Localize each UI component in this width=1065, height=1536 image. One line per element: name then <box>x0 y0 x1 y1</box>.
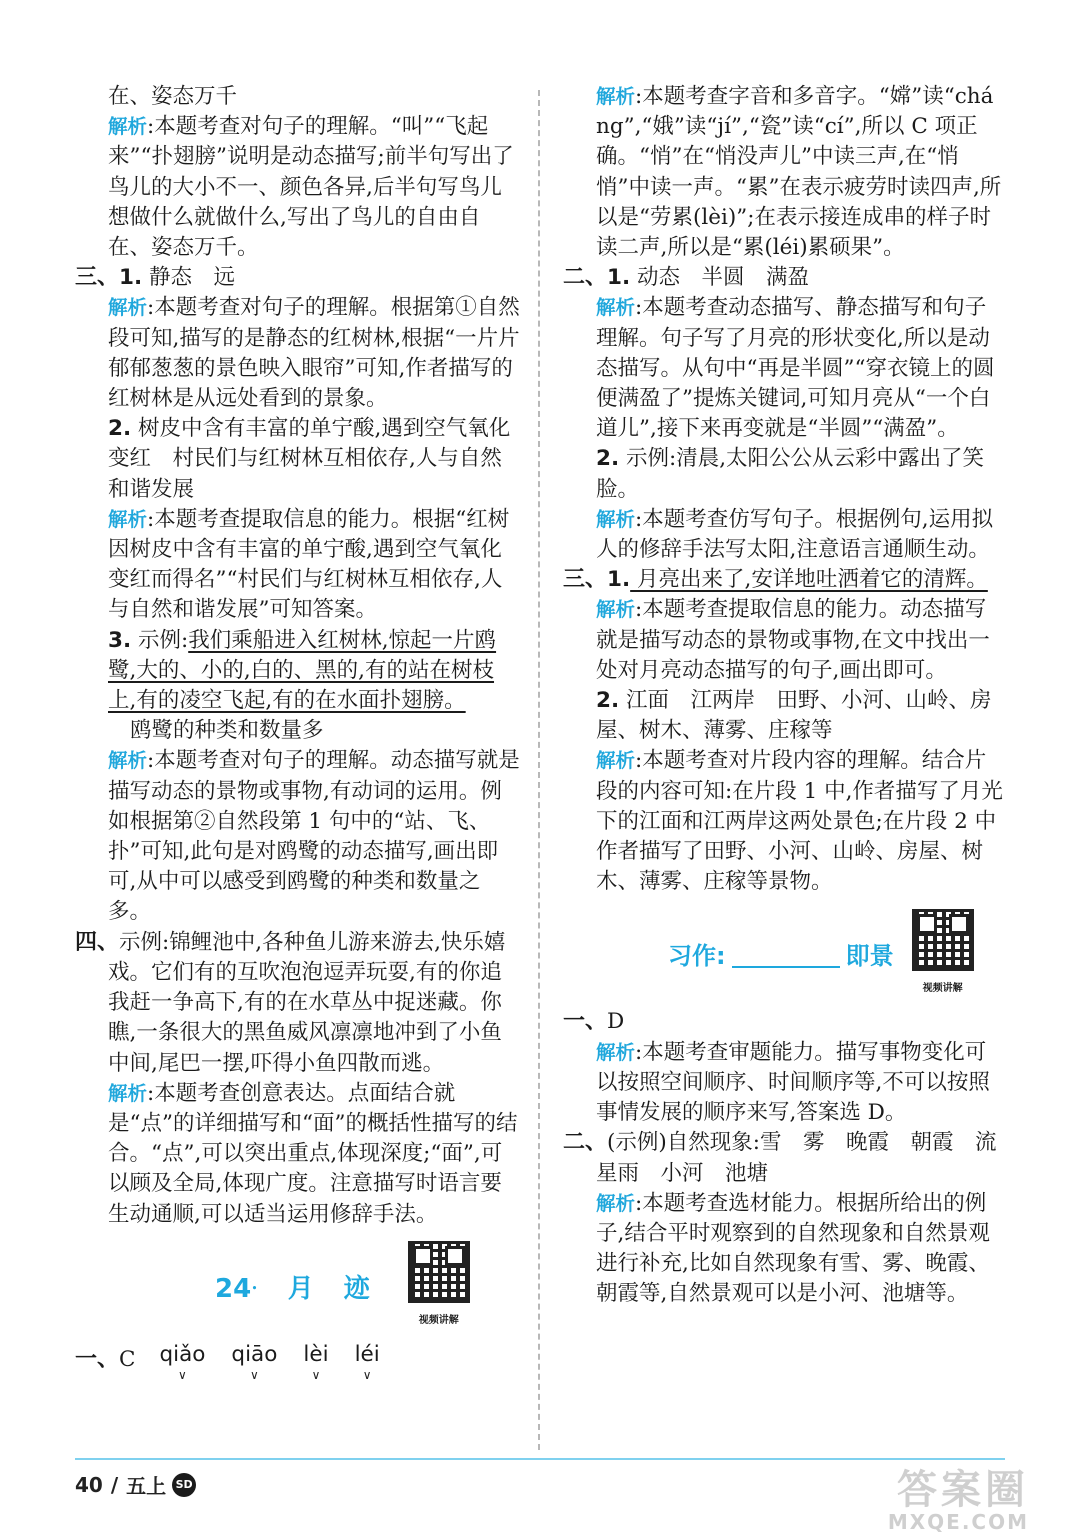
analysis-label: 解析 <box>108 1081 148 1105</box>
left-column <box>75 82 520 1380</box>
analysis-text: :本题考查对片段内容的理解。结合片段的内容可知:在片段 1 中,作者描写了月光下的江面和江两岸这两处景色;在片段 2 中作者描写了田野、小河、山岭、房屋、树木、薄雾、庄稼等景物。 <box>596 748 1003 895</box>
analysis-text: :本题考查审题能力。描写事物变化可以按照空间顺序、时间顺序等,不可以按照事情发展的顺序来写,答案选 D。 <box>596 1039 990 1126</box>
section-3 <box>563 565 1003 595</box>
analysis-label: 解析 <box>596 507 636 531</box>
answer-text: 江面 江两岸 田野、小河、山岭、房屋、树木、薄雾、庄稼等 <box>596 688 992 744</box>
analysis-block <box>563 595 1003 686</box>
question-number: 2. <box>596 446 620 472</box>
answer-text: 示例:锦鲤池中,各种鱼儿游来游去,快乐嬉戏。它们有的互吹泡泡逗弄玩耍,有的你追我赶一争高下,有的在水草丛中捉迷藏。你瞧,一条很大的黑鱼威风凛凛地冲到了小鱼中间,尾巴一摆,吓得小鱼四散而逃。 <box>108 929 506 1076</box>
section-3 <box>75 263 520 293</box>
question-3 <box>75 626 520 717</box>
analysis-text: :本题考查提取信息的能力。动态描写就是描写动态的景物或事物,在文中找出一处对月亮动态描写的句子,画出即可。 <box>596 597 990 683</box>
underlined-answer: 月亮出来了,安详地吐洒着它的清辉。 <box>630 567 988 593</box>
analysis-block <box>75 505 520 626</box>
section-number: 二、 <box>563 1130 608 1156</box>
section-number: 三、 <box>563 567 608 593</box>
check-mark-icon: ∨ <box>362 1367 372 1382</box>
writing-title-prefix: 习作: <box>668 942 726 971</box>
analysis-text: :本题考查对句子的理解。“叫”“飞起来”“扑翅膀”说明是动态描写;前半句写出了鸟儿的大小不一、颜色各异,后半句写鸟儿想做什么就做什么,写出了鸟儿的自由自在、姿态万千。 <box>108 114 514 261</box>
question-number: 1. <box>607 567 631 593</box>
qr-code[interactable] <box>912 909 974 1004</box>
analysis-block <box>75 746 520 927</box>
question-2 <box>563 444 1003 504</box>
writing-heading <box>563 911 1003 1001</box>
lesson-title: 月迹 <box>287 1273 400 1304</box>
analysis-label: 解析 <box>108 749 148 773</box>
question-2 <box>75 414 520 505</box>
page-number: 40 <box>75 1472 103 1497</box>
qr-label: 视频讲解 <box>922 982 963 994</box>
pinyin-item <box>159 1340 205 1380</box>
watermark-url: MXQE.COM <box>887 1510 1029 1534</box>
analysis-label: 解析 <box>596 1040 636 1064</box>
grade-label: 五上 <box>126 1474 167 1498</box>
answer-text: (示例)自然现象:雪 雾 晚霞 朝霞 流星雨 小河 池塘 <box>596 1130 997 1186</box>
watermark-logo: 答案圈 <box>897 1467 1029 1513</box>
analysis-text: :本题考查提取信息的能力。根据“红树因树皮中含有丰富的单宁酸,遇到空气氧化变红而得名”“村民们与红树林互相依存,人与自然和谐发展”可知答案。 <box>108 506 510 623</box>
footer-rule <box>75 1458 1005 1460</box>
lesson-number: 24 <box>215 1273 252 1304</box>
qr-code[interactable] <box>408 1241 470 1336</box>
question-number: 3. <box>108 627 132 653</box>
qr-code-icon <box>408 1241 470 1303</box>
answer-line: 在、姿态万千 <box>108 84 238 109</box>
analysis-label: 解析 <box>596 296 636 320</box>
analysis-label: 解析 <box>596 85 636 108</box>
analysis-block <box>563 1189 1003 1310</box>
analysis-block <box>563 293 1003 444</box>
analysis-text: :本题考查对句子的理解。根据第①自然段可知,描写的是静态的红树林,根据“一片片郁郁葱葱的景色映入眼帘”可知,作者描写的红树林是从远处看到的景象。 <box>108 295 520 412</box>
pinyin-text: qiǎo <box>159 1341 206 1367</box>
check-mark-icon: ∨ <box>311 1367 321 1382</box>
section-number: 四、 <box>75 929 120 955</box>
pinyin-text: lèi <box>303 1341 329 1367</box>
watermark <box>887 1467 1029 1534</box>
answer-prefix: 示例: <box>131 627 189 653</box>
analysis-text: :本题考查创意表达。点面结合就是“点”的详细描写和“面”的概括性描写的结合。“点”,可以突出重点,体现深度;“面”,可以顾及全局,体现广度。注意描写时语言要生动通顺,可以适当运用修辞手法。 <box>108 1080 518 1227</box>
section-number: 二、 <box>563 265 608 291</box>
analysis-label: 解析 <box>108 296 148 320</box>
analysis-label: 解析 <box>596 749 636 773</box>
analysis-block <box>75 1079 520 1230</box>
section-number: 一、 <box>75 1346 120 1372</box>
pinyin-item <box>355 1340 380 1380</box>
qr-code-icon <box>912 909 974 971</box>
section-4 <box>75 928 520 1079</box>
section-2 <box>563 263 1003 293</box>
analysis-text: :本题考查动态描写、静态描写和句子理解。句子写了月亮的形状变化,所以是动态描写。从句中“再是半圆”“穿衣镜上的圆便满盈了”提炼关键词,可知月亮从“一个白道儿”,接下来再变就是“半圆”“满盈”。 <box>596 295 995 442</box>
analysis-block <box>563 746 1003 897</box>
pinyin-item <box>303 1340 328 1380</box>
title-blank <box>732 944 840 968</box>
check-mark-icon: ∨ <box>250 1367 259 1382</box>
analysis-block <box>563 82 1003 263</box>
answer-text: 动态 半圆 满盈 <box>630 265 809 291</box>
section-1-answer <box>75 1340 520 1380</box>
question-2 <box>563 686 1003 746</box>
analysis-text: :本题考查仿写句子。根据例句,运用拟人的修辞手法写太阳,注意语言通顺生动。 <box>596 506 994 563</box>
footer-separator: / <box>110 1472 119 1497</box>
right-column <box>563 82 1003 1310</box>
question-number: 2. <box>108 416 132 442</box>
answer-choice: D <box>607 1009 625 1035</box>
section-number: 一、 <box>563 1009 608 1035</box>
section-1 <box>563 1007 1003 1037</box>
analysis-label: 解析 <box>596 1191 636 1215</box>
answer-text: 树皮中含有丰富的单宁酸,遇到空气氧化变红 村民们与红树林互相依存,人与自然和谐发展 <box>108 416 511 502</box>
answer-text: 静态 远 <box>142 265 235 291</box>
analysis-label: 解析 <box>108 115 148 139</box>
underlined-answer: 我们乘船进入红树林,惊起一片鸥鹭,大的、小的,白的、黑的,有的站在树枝上,有的凌空飞起,有的在水面扑翅膀。 <box>108 627 497 714</box>
answer-choice: C <box>119 1346 136 1372</box>
analysis-text: :本题考查字音和多音字。“嫦”读“cháng”,“娥”读“jí”,“瓷”读“cí”,所以 C 项正确。“悄”在“悄没声儿”中读三声,在“悄悄”中读一声。“累”在表示疲劳时读四声,所以是“劳累(lèi)”;在表示接连成串的样子时读二声,所以是“累(léi)累硕果”。 <box>596 84 1002 261</box>
column-divider <box>538 90 540 1450</box>
pinyin-text: qiāo <box>231 1341 278 1367</box>
edition-badge: SD <box>172 1473 196 1497</box>
page-footer <box>75 1470 196 1499</box>
question-number: 1. <box>607 265 631 291</box>
answer-text: 示例:清晨,太阳公公从云彩中露出了笑脸。 <box>596 446 985 502</box>
lesson-dot: • <box>251 1281 258 1295</box>
section-2b <box>563 1128 1003 1188</box>
analysis-block <box>75 112 520 263</box>
analysis-block <box>563 1038 1003 1129</box>
writing-title-suffix: 即景 <box>845 942 894 971</box>
pinyin-item <box>231 1340 277 1380</box>
analysis-label: 解析 <box>596 598 636 622</box>
analysis-label: 解析 <box>108 507 148 531</box>
question-number: 2. <box>596 688 620 714</box>
analysis-block <box>563 505 1003 565</box>
analysis-block <box>75 293 520 414</box>
question-number: 1. <box>119 265 143 291</box>
qr-label: 视频讲解 <box>418 1315 459 1327</box>
analysis-text: :本题考查选材能力。根据所给出的例子,结合平时观察到的自然现象和自然景观进行补充,比如自然现象有雪、雾、晚霞、朝霞等,自然景观可以是小河、池塘等。 <box>596 1190 990 1307</box>
analysis-text: :本题考查对句子的理解。动态描写就是描写动态的景物或事物,有动词的运用。例如根据第②自然段第 1 句中的“站、飞、扑”可知,此句是对鸥鹭的动态描写,画出即可,从中可以感受到鸥鹭的种类和数量之多。 <box>108 748 520 925</box>
pinyin-text: léi <box>354 1341 380 1367</box>
answer-line: 鸥鹭的种类和数量多 <box>130 718 324 744</box>
lesson-heading <box>75 1244 520 1334</box>
section-number: 三、 <box>75 265 120 291</box>
check-mark-icon: ∨ <box>178 1367 187 1382</box>
